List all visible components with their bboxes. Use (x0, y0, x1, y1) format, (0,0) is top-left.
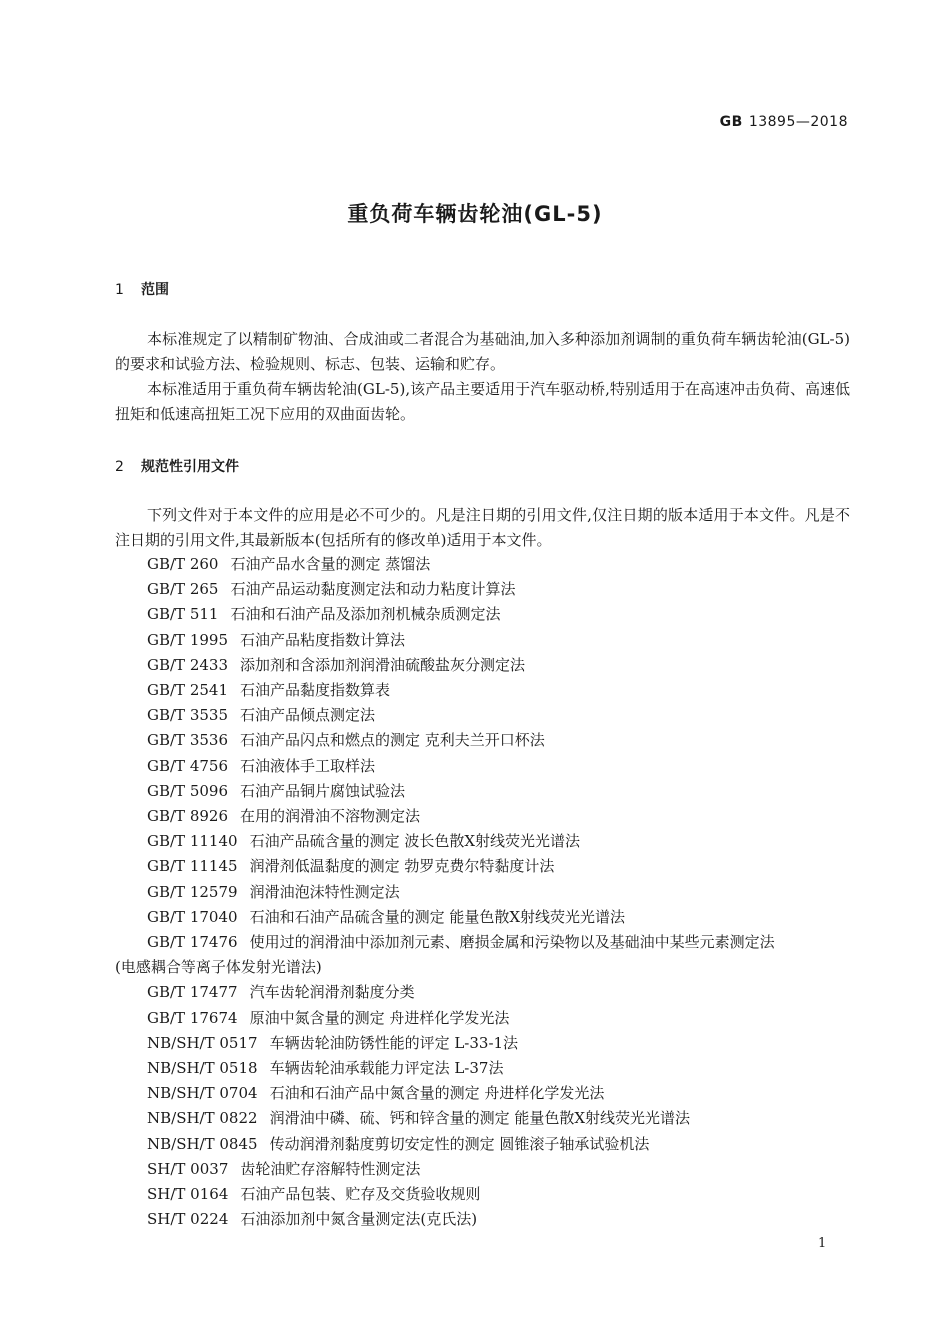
reference-title: 润滑油泡沫特性测定法 (249, 882, 400, 901)
reference-item (115, 577, 850, 602)
reference-item (115, 1031, 850, 1056)
reference-code: GB/T 12579 (147, 882, 238, 901)
reference-title: 在用的润滑油不溶物测定法 (240, 807, 421, 826)
reference-item (115, 1006, 850, 1031)
scope-paragraph: 本标准适用于重负荷车辆齿轮油(GL-5),该产品主要适用于汽车驱动桥,特别适用于在高速冲击负荷、高速低扭矩和低速高扭矩工况下应用的双曲面齿轮。 (115, 380, 850, 423)
reference-item (115, 930, 850, 980)
reference-title: 石油产品闪点和燃点的测定 克利夫兰开口杯法 (240, 731, 545, 750)
reference-title: 石油和石油产品及添加剂机械杂质测定法 (230, 605, 501, 624)
reference-code: GB/T 11140 (147, 832, 238, 851)
reference-title: 润滑油中磷、硫、钙和锌含量的测定 能量色散X射线荧光光谱法 (269, 1109, 691, 1128)
reference-code: GB/T 265 (147, 580, 219, 599)
standard-prefix: GB (719, 114, 743, 130)
reference-item (115, 1207, 850, 1232)
reference-title: 石油添加剂中氮含量测定法(克氏法) (240, 1210, 478, 1229)
reference-code: GB/T 2433 (147, 655, 229, 674)
reference-title: 石油产品运动黏度测定法和动力粘度计算法 (230, 580, 516, 599)
section-title: 范围 (141, 282, 169, 298)
reference-item (115, 1106, 850, 1131)
reference-code: GB/T 17040 (147, 907, 238, 926)
reference-item (115, 829, 850, 854)
reference-title: 使用过的润滑油中添加剂元素、磨损金属和污染物以及基础油中某些元素测定法 (249, 933, 775, 952)
reference-title: 石油产品铜片腐蚀试验法 (240, 781, 406, 800)
reference-item (115, 628, 850, 653)
section-number: 2 (115, 459, 124, 475)
reference-title: 车辆齿轮油承载能力评定法 L-37法 (269, 1059, 504, 1078)
reference-code: NB/SH/T 0822 (147, 1109, 258, 1128)
scope-paragraph: 本标准规定了以精制矿物油、合成油或二者混合为基础油,加入多种添加剂调制的重负荷车辆齿轮油(GL-5)的要求和试验方法、检验规则、标志、包装、运输和贮存。 (115, 330, 850, 373)
reference-title: 石油产品粘度指数计算法 (240, 630, 406, 649)
reference-title: 汽车齿轮润滑剂黏度分类 (249, 983, 415, 1002)
reference-code: GB/T 17477 (147, 983, 238, 1002)
reference-code: SH/T 0037 (147, 1159, 229, 1178)
reference-code: SH/T 0224 (147, 1210, 229, 1229)
reference-item (115, 703, 850, 728)
reference-title: 石油产品硫含量的测定 波长色散X射线荧光光谱法 (249, 832, 581, 851)
reference-code: GB/T 3536 (147, 731, 229, 750)
reference-code: GB/T 4756 (147, 756, 229, 775)
reference-title: 车辆齿轮油防锈性能的评定 L-33-1法 (269, 1033, 519, 1052)
reference-item (115, 678, 850, 703)
reference-code: GB/T 260 (147, 555, 219, 573)
reference-title: 石油产品水含量的测定 蒸馏法 (230, 555, 431, 573)
reference-item (115, 1132, 850, 1157)
section-title: 规范性引用文件 (141, 459, 239, 475)
reference-title: 齿轮油贮存溶解特性测定法 (240, 1159, 421, 1178)
reference-item (115, 602, 850, 627)
reference-title: 润滑剂低温黏度的测定 勃罗克费尔特黏度计法 (249, 857, 555, 876)
reference-item (115, 980, 850, 1005)
reference-code: NB/SH/T 0517 (147, 1033, 258, 1052)
reference-code: NB/SH/T 0845 (147, 1134, 258, 1153)
page-number: 1 (818, 1236, 827, 1251)
standard-code (720, 114, 848, 130)
reference-item (115, 779, 850, 804)
reference-item (115, 552, 850, 577)
reference-item (115, 1157, 850, 1182)
reference-code: GB/T 1995 (147, 630, 229, 649)
reference-item (115, 1182, 850, 1207)
references-intro: 下列文件对于本文件的应用是必不可少的。凡是注日期的引用文件,仅注日期的版本适用于本文件。凡是不注日期的引用文件,其最新版本(包括所有的修改单)适用于本文件。 (115, 506, 850, 549)
reference-title: 石油产品倾点测定法 (240, 706, 376, 725)
reference-code: GB/T 17476 (147, 933, 238, 952)
reference-item (115, 905, 850, 930)
reference-code: GB/T 3535 (147, 706, 229, 725)
reference-item (115, 653, 850, 678)
reference-item (115, 728, 850, 753)
reference-code: GB/T 17674 (147, 1008, 238, 1027)
reference-code: SH/T 0164 (147, 1185, 229, 1204)
reference-list (115, 552, 850, 1232)
reference-title-continuation: (电感耦合等离子体发射光谱法) (115, 958, 322, 977)
reference-code: GB/T 8926 (147, 807, 229, 826)
reference-code: NB/SH/T 0518 (147, 1059, 258, 1078)
reference-item (115, 880, 850, 905)
reference-title: 石油液体手工取样法 (240, 756, 376, 775)
document-title: 重负荷车辆齿轮油(GL-5) (347, 202, 603, 226)
reference-code: GB/T 2541 (147, 681, 229, 700)
reference-title: 石油产品黏度指数算表 (240, 681, 391, 700)
reference-title: 添加剂和含添加剂润滑油硫酸盐灰分测定法 (240, 655, 526, 674)
standard-number: 13895—2018 (748, 114, 848, 130)
reference-title: 石油和石油产品硫含量的测定 能量色散X射线荧光光谱法 (249, 907, 626, 926)
reference-item (115, 854, 850, 879)
reference-title: 原油中氮含量的测定 舟进样化学发光法 (249, 1008, 510, 1027)
reference-item (115, 804, 850, 829)
reference-code: NB/SH/T 0704 (147, 1084, 258, 1103)
reference-item (115, 754, 850, 779)
reference-item (115, 1081, 850, 1106)
reference-code: GB/T 11145 (147, 857, 238, 876)
reference-title: 石油产品包装、贮存及交货验收规则 (240, 1185, 481, 1204)
reference-code: GB/T 5096 (147, 781, 229, 800)
reference-code: GB/T 511 (147, 605, 219, 624)
section-number: 1 (115, 282, 124, 298)
reference-item (115, 1056, 850, 1081)
reference-title: 传动润滑剂黏度剪切安定性的测定 圆锥滚子轴承试验机法 (269, 1134, 650, 1153)
section-heading-references (115, 456, 239, 476)
reference-title: 石油和石油产品中氮含量的测定 舟进样化学发光法 (269, 1084, 605, 1103)
section-heading-scope (115, 279, 169, 299)
